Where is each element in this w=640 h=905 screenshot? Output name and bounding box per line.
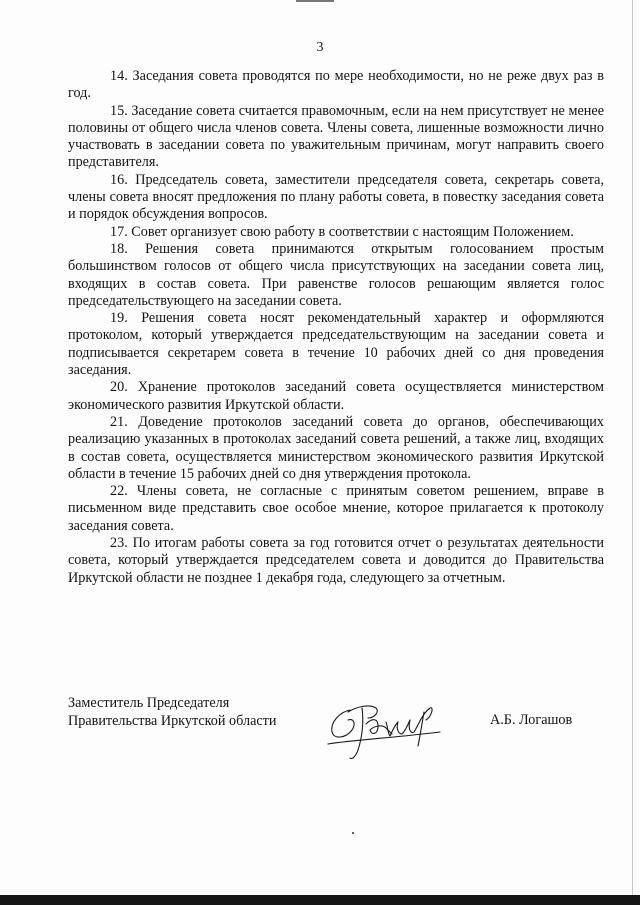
paragraph-20: 20. Хранение протоколов заседаний совета осуществляется министерством экономического развития Иркутской области. bbox=[68, 379, 604, 413]
paragraph-23: 23. По итогам работы совета за год готовится отчет о результатах деятельности совета, который утверждается председателем совета и доводится до Правительства Иркутской области не позднее 1 декабря года, следующего за отчетным. bbox=[68, 535, 604, 586]
paragraph-17: 17. Совет организует свою работу в соответствии с настоящим Положением. bbox=[110, 223, 574, 240]
paragraph-14: 14. Заседания совета проводятся по мере необходимости, но не реже двух раз в год. bbox=[68, 68, 604, 102]
paragraph-18: 18. Решения совета принимаются открытым голосованием простым большинством голосов от общего числа присутствующих на заседании совета лиц, входящих в состав совета. При равенстве голосов решающим является голос председательствующего на заседании совета. bbox=[68, 240, 604, 309]
signatory-name: А.Б. Логашов bbox=[490, 712, 573, 728]
scan-bottom-edge bbox=[0, 895, 640, 905]
page-number: 3 bbox=[316, 40, 324, 55]
paragraph-15: 15. Заседание совета считается правомочным, если на нем присутствует не менее половины от общего числа членов совета. Члены совета, лишенные возможности лично участвовать в заседании совета по уважительным причинам, могут направить своего представителя. bbox=[68, 102, 604, 171]
scan-top-mark bbox=[296, 0, 334, 2]
paragraph-21: 21. Доведение протоколов заседаний совета до органов, обеспечивающих реализацию указанных в протоколах заседаний совета решений, а также лиц, входящих в состав совета, осуществляется министерством экономического развития Иркутской области в течение 15 рабочих дней со дня утверждения протокола. bbox=[68, 413, 604, 482]
paragraph-22: 22. Члены совета, не согласные с принятым советом решением, вправе в письменном виде представить свое особое мнение, которое прилагается к протоколу заседания совета. bbox=[68, 483, 604, 534]
document-body bbox=[68, 68, 604, 587]
signatory-position-line-2: Правительства Иркутской области bbox=[68, 712, 277, 729]
paragraph-19: 19. Решения совета носят рекомендательный характер и оформляются протоколом, который утверждается председательствующим на заседании совета и подписывается секретарем совета в течение 10 рабочих дней со дня проведения заседания. bbox=[68, 310, 604, 379]
paragraph-16: 16. Председатель совета, заместители председателя совета, секретарь совета, члены совета вносят предложения по плану работы совета, в повестку заседания совета и порядок обсуждения вопросов. bbox=[68, 171, 604, 223]
scan-speck bbox=[352, 832, 354, 834]
signatory-position-line-1: Заместитель Председателя bbox=[68, 695, 230, 711]
handwritten-signature bbox=[322, 688, 462, 764]
signatory-position bbox=[68, 695, 276, 730]
scan-right-edge bbox=[632, 0, 633, 905]
